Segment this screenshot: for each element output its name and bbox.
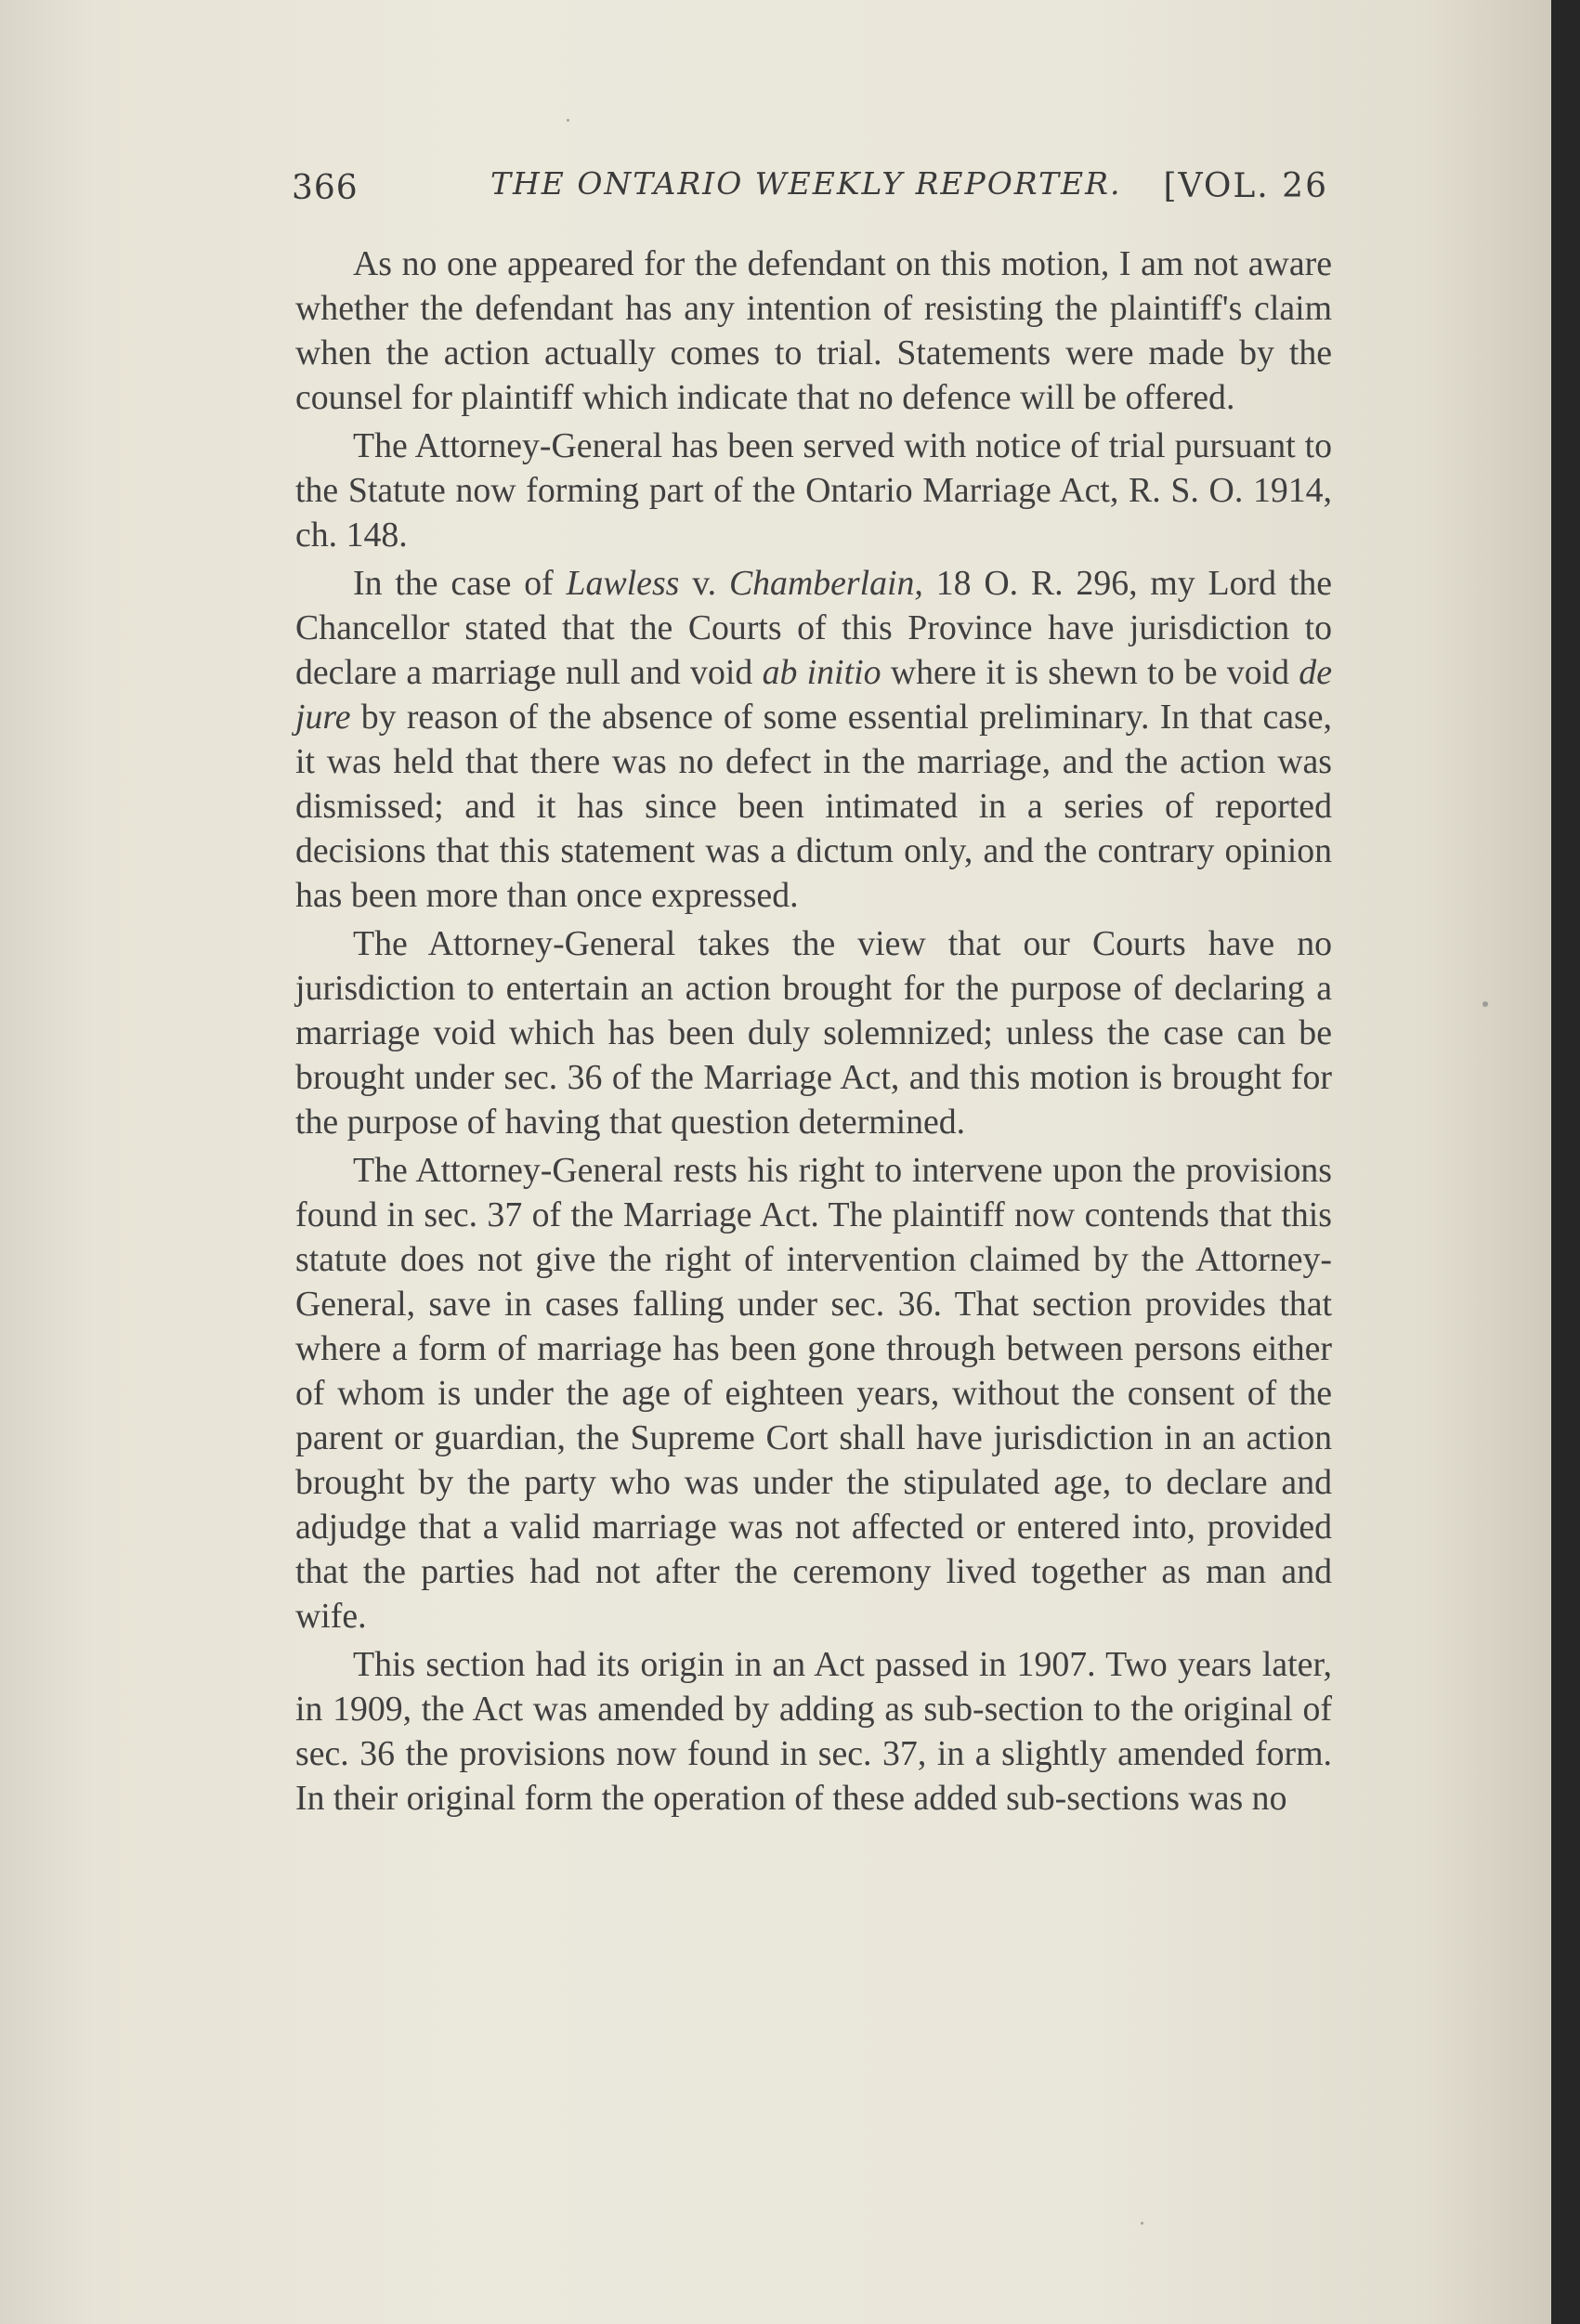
page-number: 366 [292,169,359,207]
paper-speck [1141,2222,1143,2225]
paragraph: The Attorney-General has been served with notice of trial pursuant to the Statute now forming part of the Ontario Marriage Act, R. S. O. 1914, ch. 148. [295,426,1332,555]
paragraph [295,561,1332,918]
body-text [295,242,1332,1824]
paragraph: The Attorney-General takes the view that our Courts have no jurisdiction to entertain an action brought for the purpose of declaring a marriage void which has been duly solemnized; unless the case can be brought under sec. 36 of the Marriage Act, and this motion is brought for the purpose of having that question determined. [295,924,1332,1142]
paragraph-segment: In the case of [353,564,567,603]
volume-label: [VOL. 26 [1163,167,1328,205]
latin-phrase: ab initio [762,653,881,692]
case-name-defendant: Chamberlain, [728,564,923,603]
paragraph-segment: where it is shewn to be void [881,653,1299,692]
paper-speck [567,119,569,122]
paragraph: This section had its origin in an Act passed in 1907. Two years later, in 1909, the Act was amended by adding as sub-section to the original of sec. 36 the provisions now found in sec. 37, in a slightly amended form. In their original form the operation of these added sub-sections was no [295,1645,1332,1818]
paragraph-segment: 18 O. R. 296, my Lord the Chancellor stated that the Courts of this Province have jurisdiction to declare a marriage null and void [295,564,1333,692]
running-title: THE ONTARIO WEEKLY REPORTER. [490,165,1122,202]
paragraph-segment: v. [679,564,729,603]
paragraph-segment: by reason of the absence of some essential preliminary. In that case, it was held that there was no defect in the marriage, and the action was dismissed; and it has since been intimated in a series of reported decisions that this statement was a dictum only, and the contrary opinion has been more than once expressed. [295,698,1332,915]
page-header [292,158,1328,214]
case-name-plaintiff: Lawless [566,564,680,603]
latin-phrase: de jure [295,653,1332,737]
paragraph: As no one appeared for the defendant on this motion, I am not aware whether the defendant has any intention of resisting the plaintiff's claim when the action actually comes to trial. Statements were made by the counsel for plaintiff which indicate that no defence will be offered. [295,244,1332,417]
paper-speck [1482,1001,1488,1007]
paragraph: The Attorney-General rests his right to intervene upon the provisions found in sec. 37 of the Marriage Act. The plaintiff now contends that this statute does not give the right of intervention claimed by the Attorney-General, save in cases falling under sec. 36. That section provides that where a form of marriage has been gone through between persons either of whom is under the age of eighteen years, without the consent of the parent or guardian, the Supreme Cort shall have jurisdiction in an action brought by the party who was under the stipulated age, to declare and adjudge that a valid marriage was not affected or entered into, provided that the parties had not after the ceremony lived together as man and wife. [295,1151,1332,1636]
